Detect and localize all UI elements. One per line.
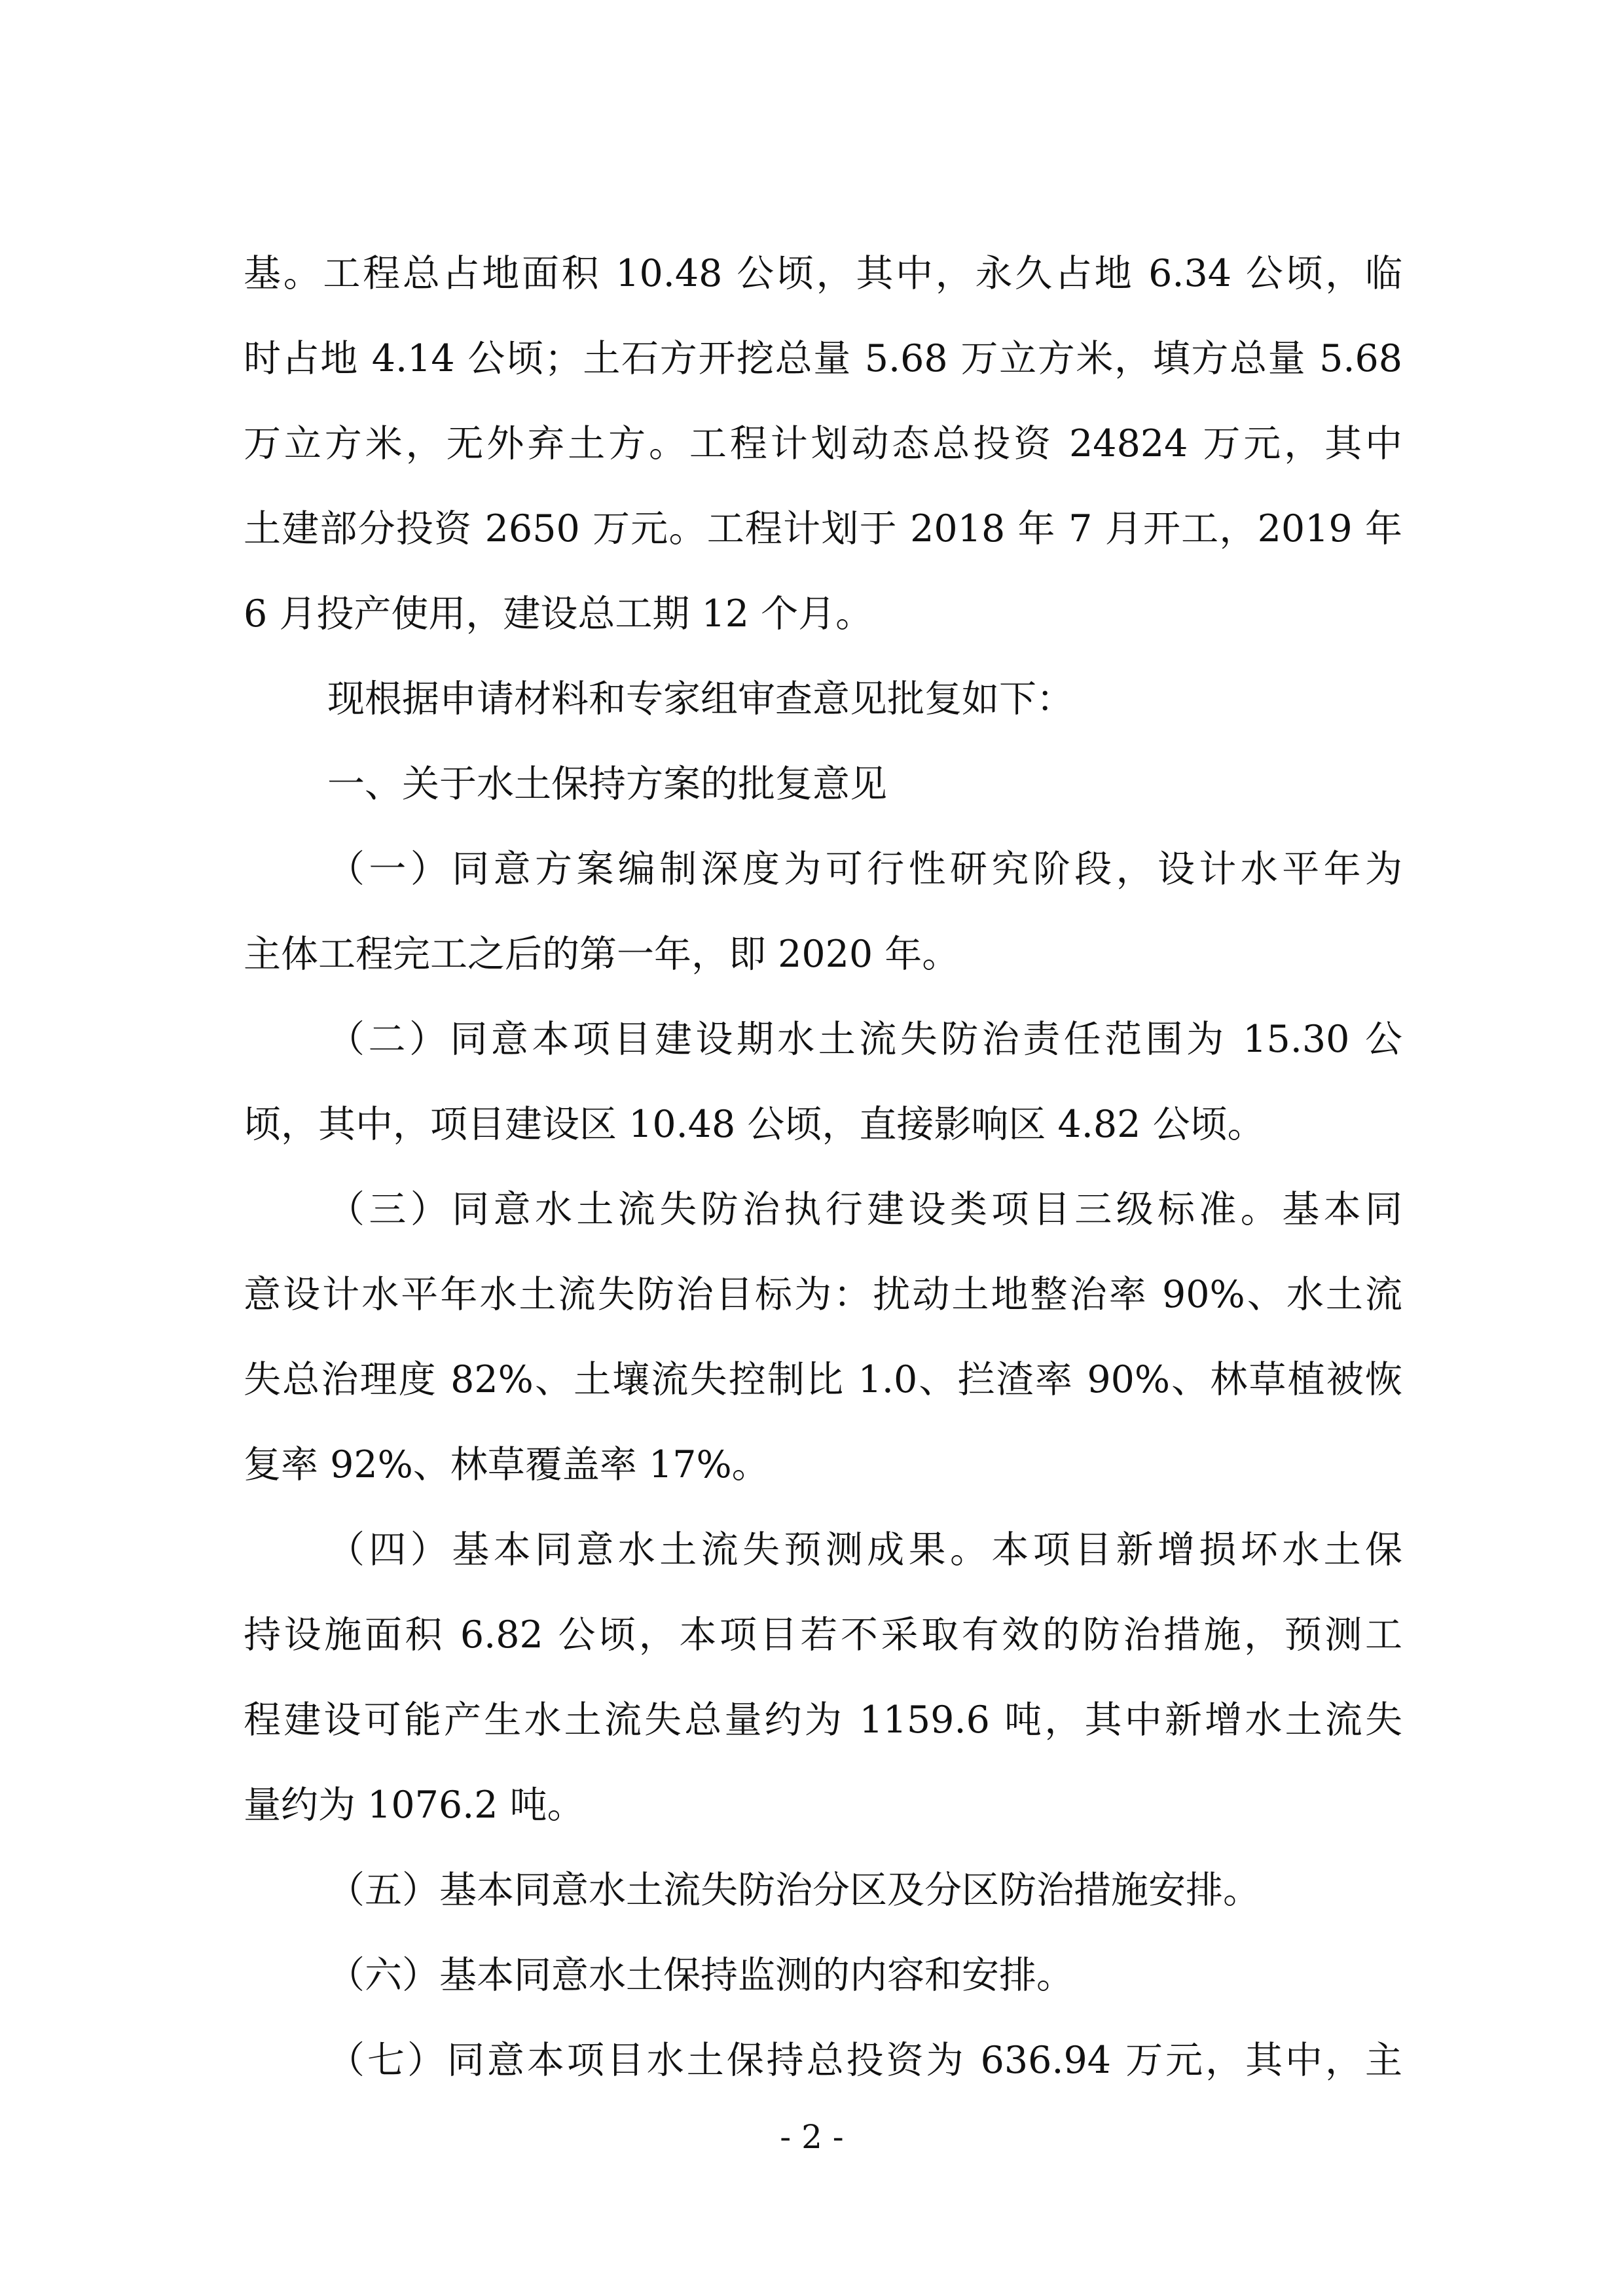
body-text-line: （三）同意水土流失防治执行建设类项目三级标准。基本同	[327, 1188, 1402, 1231]
body-text-line: （二）同意本项目建设期水土流失防治责任范围为 15.30 公	[327, 1018, 1402, 1061]
body-text-line: 6 月投产使用，建设总工期 12 个月。	[244, 592, 873, 636]
body-text-line: （六）基本同意水土保持监测的内容和安排。	[327, 1954, 1074, 1997]
body-text-line: （七）同意本项目水土保持总投资为 636.94 万元，其中，主	[327, 2039, 1402, 2082]
body-text-line: （四）基本同意水土流失预测成果。本项目新增损坏水土保	[327, 1528, 1402, 1571]
body-text-line: 量约为 1076.2 吨。	[244, 1784, 585, 1827]
body-text-line: （一）同意方案编制深度为可行性研究阶段，设计水平年为	[327, 848, 1402, 891]
body-text-line: 持设施面积 6.82 公顷，本项目若不采取有效的防治措施，预测工	[244, 1613, 1402, 1657]
body-text-line: 顷，其中，项目建设区 10.48 公顷，直接影响区 4.82 公顷。	[244, 1103, 1265, 1146]
body-text-line: 主体工程完工之后的第一年，即 2020 年。	[244, 933, 960, 976]
body-text-line: 土建部分投资 2650 万元。工程计划于 2018 年 7 月开工，2019 年	[244, 507, 1402, 550]
body-text-line: 意设计水平年水土流失防治目标为：扰动土地整治率 90%、水土流	[244, 1273, 1402, 1316]
body-text-line: 现根据申请材料和专家组审查意见批复如下：	[327, 677, 1074, 721]
body-text-line: 万立方米，无外弃土方。工程计划动态总投资 24824 万元，其中	[244, 422, 1402, 465]
page-number: - 2 -	[780, 2118, 844, 2156]
body-text-line: 复率 92%、林草覆盖率 17%。	[244, 1443, 769, 1486]
body-text-line: （五）基本同意水土流失防治分区及分区防治措施安排。	[327, 1869, 1260, 1912]
body-text-line: 程建设可能产生水土流失总量约为 1159.6 吨，其中新增水土流失	[244, 1698, 1402, 1742]
body-text-line: 基。工程总占地面积 10.48 公顷，其中，永久占地 6.34 公顷，临	[244, 252, 1402, 295]
body-text-line: 失总治理度 82%、土壤流失控制比 1.0、拦渣率 90%、林草植被恢	[244, 1358, 1402, 1401]
section-heading: 一、关于水土保持方案的批复意见	[327, 762, 887, 806]
body-text-line: 时占地 4.14 公顷；土石方开挖总量 5.68 万立方米，填方总量 5.68	[244, 337, 1402, 380]
